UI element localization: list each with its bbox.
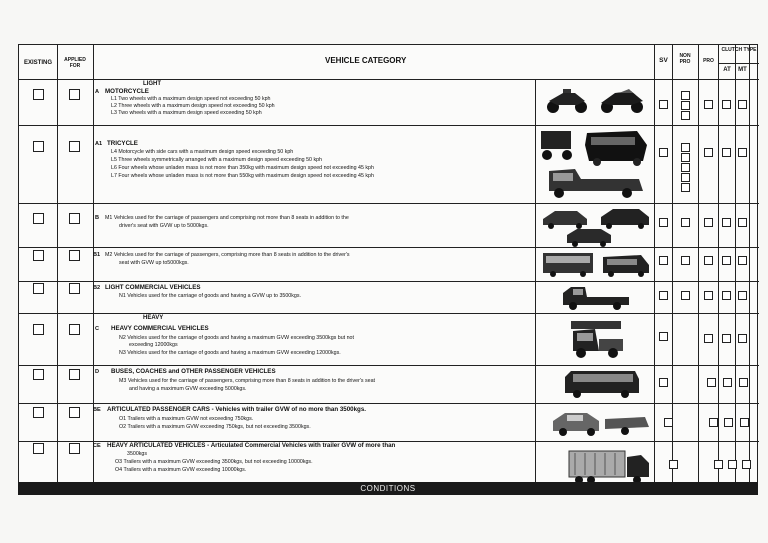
heavy-truck-icon <box>565 319 629 363</box>
conditions-bar: CONDITIONS <box>18 482 758 495</box>
car-icon <box>541 205 651 247</box>
sv-checkbox[interactable] <box>664 418 673 427</box>
row-code: B2 <box>93 285 101 291</box>
divider <box>718 45 719 495</box>
existing-checkbox[interactable] <box>33 407 44 418</box>
divider <box>19 313 759 314</box>
row-line: seat with GVW up to5000kgs. <box>119 260 189 266</box>
row-line: 3500kgs <box>127 451 148 457</box>
non-pro-checkbox[interactable] <box>681 101 690 110</box>
row-title: HEAVY ARTICULATED VEHICLES - Articulated Commercial Vehicles with trailer GVW of more than <box>107 442 396 449</box>
applied-for-checkbox[interactable] <box>69 443 80 454</box>
divider <box>19 365 759 366</box>
mt-checkbox[interactable] <box>738 291 747 300</box>
row-line: O2 Trailers with a maximum GVW exceeding 750kgs, but not exceeding 3500kgs. <box>119 424 311 430</box>
existing-checkbox[interactable] <box>33 369 44 380</box>
row-line: driver's seat with GVW up to 5000kgs. <box>119 223 209 229</box>
sv-checkbox[interactable] <box>659 332 668 341</box>
coach-bus-icon <box>563 369 641 399</box>
non-pro-checkbox[interactable] <box>681 218 690 227</box>
applied-for-checkbox[interactable] <box>69 89 80 100</box>
sv-checkbox[interactable] <box>659 378 668 387</box>
non-pro-checkbox[interactable] <box>681 111 690 120</box>
sv-checkbox[interactable] <box>659 256 668 265</box>
applied-for-checkbox[interactable] <box>69 250 80 261</box>
row-title: MOTORCYCLE <box>105 88 149 95</box>
applied-for-checkbox[interactable] <box>69 369 80 380</box>
existing-checkbox[interactable] <box>33 443 44 454</box>
row-line: L4 Motorcycle with side cars with a maximum design speed exceeding 50 kph <box>111 149 294 155</box>
pro-checkbox[interactable] <box>704 218 713 227</box>
divider <box>735 45 736 495</box>
header-pro: PRO <box>703 58 714 64</box>
at-checkbox[interactable] <box>722 148 731 157</box>
header-at: AT <box>723 67 731 73</box>
row-code: B <box>95 215 100 221</box>
row-line: M2 Vehicles used for the carriage of passengers, comprising more than 8 seats in addition to the driver's <box>105 252 350 258</box>
mt-checkbox[interactable] <box>738 256 747 265</box>
row-line: and having a maximum GVW exceeding 5000kgs. <box>129 386 247 392</box>
pro-checkbox[interactable] <box>704 148 713 157</box>
applied-for-checkbox[interactable] <box>69 141 80 152</box>
row-line: N1 Vehicles used for the carriage of goods and having a GVW up to 3500kgs. <box>119 293 301 299</box>
pro-checkbox[interactable] <box>714 460 723 469</box>
non-pro-checkbox[interactable] <box>681 153 690 162</box>
existing-checkbox[interactable] <box>33 283 44 294</box>
row-line: O1 Trailers with a maximum GVW not exceeding 750kgs. <box>119 416 254 422</box>
pro-checkbox[interactable] <box>704 291 713 300</box>
row-title: TRICYCLE <box>107 140 138 147</box>
pro-checkbox[interactable] <box>704 256 713 265</box>
sv-checkbox[interactable] <box>659 100 668 109</box>
at-checkbox[interactable] <box>722 256 731 265</box>
existing-checkbox[interactable] <box>33 250 44 261</box>
non-pro-checkbox[interactable] <box>681 291 690 300</box>
row-line: L6 Four wheels whose unladen mass is not more than 350kg with maximum design speed not exceeding 45 kph <box>111 165 374 171</box>
existing-checkbox[interactable] <box>33 141 44 152</box>
pro-checkbox[interactable] <box>704 100 713 109</box>
mt-checkbox[interactable] <box>739 378 748 387</box>
header-applied-for: APPLIED FOR <box>64 57 86 69</box>
row-line: N3 Vehicles used for the carriage of goods and having a maximum GVW exceeding 12000kgs. <box>119 350 341 356</box>
mt-checkbox[interactable] <box>738 218 747 227</box>
divider <box>654 45 655 495</box>
header-existing: EXISTING <box>23 60 52 66</box>
section-light: LIGHT <box>143 81 161 87</box>
row-line: exceeding 12000kgs <box>129 342 178 348</box>
at-checkbox[interactable] <box>723 378 732 387</box>
row-line: O4 Trailers with a maximum GVW exceeding 10000kgs. <box>115 467 247 473</box>
non-pro-checkbox[interactable] <box>681 173 690 182</box>
row-line: N2 Vehicles used for the carriage of goods and having a maximum GVW exceeding 3500kgs but not <box>119 335 354 341</box>
non-pro-checkbox[interactable] <box>681 143 690 152</box>
header-clutch-type: CLUTCH TYPE <box>721 47 757 53</box>
non-pro-checkbox[interactable] <box>681 91 690 100</box>
row-code: A <box>95 89 100 95</box>
header-vehicle-category: VEHICLE CATEGORY <box>325 56 407 65</box>
divider <box>93 45 94 495</box>
mt-checkbox[interactable] <box>740 418 749 427</box>
light-truck-icon <box>559 285 635 311</box>
divider <box>19 403 759 404</box>
divider <box>19 125 759 126</box>
applied-for-checkbox[interactable] <box>69 283 80 294</box>
existing-checkbox[interactable] <box>33 213 44 224</box>
car-with-trailer-icon <box>549 407 653 439</box>
header-mt: MT <box>738 67 747 73</box>
pro-checkbox[interactable] <box>707 378 716 387</box>
mt-checkbox[interactable] <box>738 148 747 157</box>
divider <box>698 45 699 495</box>
row-line: L2 Three wheels with a maximum design speed not exceeding 50 kph <box>111 103 275 109</box>
existing-checkbox[interactable] <box>33 89 44 100</box>
divider <box>19 247 759 248</box>
sv-checkbox[interactable] <box>659 148 668 157</box>
applied-for-checkbox[interactable] <box>69 407 80 418</box>
row-line: L1 Two wheels with a maximum design speed not exceeding 50 kph <box>111 96 271 102</box>
non-pro-checkbox[interactable] <box>681 183 690 192</box>
divider <box>57 45 58 495</box>
at-checkbox[interactable] <box>722 218 731 227</box>
bus-icon <box>541 251 651 279</box>
divider <box>19 203 759 204</box>
row-code: BE <box>93 407 101 413</box>
row-title: BUSES, COACHES and OTHER PASSENGER VEHICLES <box>111 368 276 375</box>
vehicle-category-form <box>18 44 758 494</box>
row-code: A1 <box>95 141 103 147</box>
mt-checkbox[interactable] <box>742 460 751 469</box>
row-code: CE <box>93 443 101 449</box>
pro-checkbox[interactable] <box>704 334 713 343</box>
row-line: L3 Two wheels with a maximum design speed exceeding 50 kph <box>111 110 262 116</box>
row-line: M3 Vehicles used for the carriage of passengers, comprising more than 8 seats in addition to the driver's seat <box>119 378 375 384</box>
row-title: HEAVY COMMERCIAL VEHICLES <box>111 325 209 332</box>
applied-for-checkbox[interactable] <box>69 324 80 335</box>
mt-checkbox[interactable] <box>738 334 747 343</box>
mt-checkbox[interactable] <box>738 100 747 109</box>
existing-checkbox[interactable] <box>33 324 44 335</box>
divider <box>19 281 759 282</box>
row-line: L5 Three wheels symmetrically arranged with a maximum design speed exceeding 50 kph <box>111 157 323 163</box>
row-code: C <box>95 326 100 332</box>
applied-for-checkbox[interactable] <box>69 213 80 224</box>
divider <box>672 45 673 495</box>
divider <box>535 79 536 495</box>
row-title: LIGHT COMMERCIAL VEHICLES <box>105 284 201 291</box>
row-code: D <box>95 369 100 375</box>
row-line: M1 Vehicles used for the carriage of passengers and comprising not more than 8 seats in addition to the <box>105 215 349 221</box>
at-checkbox[interactable] <box>724 418 733 427</box>
divider <box>19 79 759 80</box>
non-pro-checkbox[interactable] <box>681 256 690 265</box>
row-line: O3 Trailers with a maximum GVW exceeding 3500kgs, but not exceeding 10000kgs. <box>115 459 313 465</box>
sv-checkbox[interactable] <box>659 291 668 300</box>
header-sv: SV <box>659 57 668 64</box>
non-pro-checkbox[interactable] <box>681 163 690 172</box>
at-checkbox[interactable] <box>728 460 737 469</box>
section-heavy: HEAVY <box>143 315 164 321</box>
row-code: B1 <box>93 252 101 258</box>
sv-checkbox[interactable] <box>669 460 678 469</box>
divider <box>718 63 759 64</box>
pro-checkbox[interactable] <box>709 418 718 427</box>
at-checkbox[interactable] <box>722 334 731 343</box>
divider <box>749 45 750 495</box>
sv-checkbox[interactable] <box>659 218 668 227</box>
at-checkbox[interactable] <box>722 100 731 109</box>
tricycle-icon <box>539 127 651 199</box>
at-checkbox[interactable] <box>722 291 731 300</box>
row-line: L7 Four wheels whose unladen mass is not more than 550kg with maximum design speed not exceeding 45 kph <box>111 173 374 179</box>
motorcycle-icon <box>541 85 651 115</box>
row-title: ARTICULATED PASSENGER CARS - Vehicles with trailer GVW of no more than 3500kgs. <box>107 406 367 413</box>
header-non-pro: NON PRO <box>679 53 691 65</box>
